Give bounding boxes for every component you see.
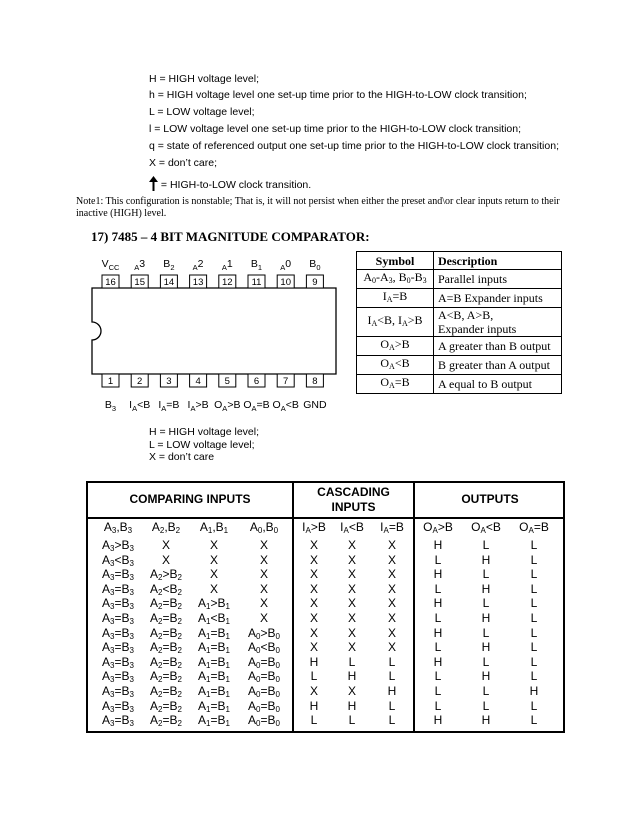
truth-cell: H — [433, 654, 443, 669]
truth-cell: X — [347, 581, 356, 596]
truth-cell: L — [530, 567, 538, 582]
truth-cell: L — [530, 698, 538, 713]
top-pin-label: $V_{CC}$ — [101, 258, 120, 272]
truth-cell: L — [348, 713, 356, 728]
truth-cell: L — [530, 581, 538, 596]
truth-cell: H — [433, 567, 443, 582]
truth-cell: $A_3=B_3$ — [102, 713, 134, 729]
symbol-row — [357, 289, 562, 308]
bottom-pin-label: $B_3$ — [104, 399, 117, 413]
truth-cell: L — [434, 698, 442, 713]
description-cell: A=B Expander inputs — [434, 289, 562, 308]
truth-cell: L — [530, 640, 538, 655]
truth-cell: H — [387, 684, 397, 698]
chip-body — [92, 288, 336, 374]
truth-cell: H — [481, 552, 491, 567]
truth-cell: L — [530, 669, 538, 684]
symbol-cell: $O_A=B$ — [357, 375, 434, 394]
truth-cell: $A_3=B_3$ — [102, 640, 134, 656]
truth-cell: H — [347, 669, 357, 684]
truth-cell: H — [433, 596, 443, 611]
legend-line: h = HIGH voltage level one set-up time prior to the HIGH-to-LOW clock transition; — [149, 89, 527, 101]
description-cell: A greater than B output — [434, 337, 562, 356]
truth-cell: H — [309, 698, 319, 713]
bottom-pin-label: $I_A>B$ — [187, 399, 209, 413]
description-cell: Parallel inputs — [434, 270, 562, 289]
truth-cell: X — [309, 625, 318, 640]
truth-cell: X — [309, 581, 318, 596]
truth-cell: $A_2=B_2$ — [150, 669, 182, 685]
truth-cell: X — [309, 640, 318, 655]
bottom-pin-label: $I_A<B$ — [129, 399, 151, 413]
truth-cell: X — [259, 596, 268, 611]
truth-cell: H — [481, 640, 491, 655]
bottom-pin-label: $O_A=B$ — [243, 399, 270, 413]
truth-cell: L — [434, 669, 442, 684]
bottom-pin-number: 4 — [195, 376, 201, 387]
truth-cell: X — [309, 567, 318, 582]
bottom-pin-number: 8 — [312, 376, 318, 387]
truth-cell: $A_3=B_3$ — [102, 684, 134, 699]
top-pin-label: $_A$2 — [192, 258, 204, 272]
truth-cell: L — [434, 640, 442, 655]
legend-line: l = LOW voltage level one set-up time prior to the HIGH-to-LOW clock transition; — [149, 123, 522, 135]
truth-cell: L — [388, 713, 396, 728]
top-pin-label: $B_2$ — [163, 258, 175, 272]
truth-cell: X — [209, 567, 218, 582]
truth-cell: H — [481, 669, 491, 684]
truth-cell: $A_2>B_2$ — [150, 567, 182, 583]
legend-line: L = LOW voltage level; — [149, 106, 255, 118]
bottom-pin-label: $O_A>B$ — [214, 399, 241, 413]
truth-cell: $A_2=B_2$ — [150, 596, 182, 612]
truth-cell: X — [209, 581, 218, 596]
description-cell: A equal to B output — [434, 375, 562, 394]
top-pin-number: 12 — [222, 277, 233, 288]
truth-cell: H — [481, 611, 491, 625]
truth-cell: $A_2=B_2$ — [150, 713, 182, 729]
truth-cell: X — [387, 640, 396, 655]
top-pin-number: 10 — [280, 277, 291, 288]
truth-cell: H — [309, 654, 319, 669]
column-header: $O_A<B$ — [471, 520, 501, 535]
truth-cell: H — [481, 581, 491, 596]
truth-cell: L — [530, 625, 538, 640]
bottom-pin-number: 7 — [283, 376, 289, 387]
truth-cell: $A_3>B_3$ — [102, 538, 134, 553]
truth-cell: $A_1=B_1$ — [198, 654, 230, 670]
truth-cell: X — [209, 552, 218, 567]
truth-cell: $A_0>B_0$ — [248, 625, 280, 641]
truth-cell: X — [161, 538, 170, 552]
top-pin-number: 13 — [192, 277, 204, 288]
group-header-outputs: OUTPUTS — [461, 492, 519, 506]
truth-cell: $A_3=B_3$ — [102, 581, 134, 597]
truth-cell: X — [347, 567, 356, 582]
truth-cell: X — [259, 611, 268, 625]
truth-cell: $A_1=B_1$ — [198, 669, 230, 685]
legend-bottom-line: L = LOW voltage level; — [149, 438, 255, 451]
column-header: $I_A>B$ — [302, 520, 326, 535]
truth-cell: L — [530, 713, 538, 728]
truth-cell: L — [530, 654, 538, 669]
legend-bottom-line: H = HIGH voltage level; — [149, 426, 260, 438]
top-pin-label: $B_1$ — [250, 258, 263, 272]
bottom-pin-number: 6 — [253, 376, 260, 387]
column-header: $A_1,B_1$ — [199, 520, 229, 535]
bottom-pin-number: 5 — [224, 376, 230, 387]
symbol-row — [357, 270, 562, 289]
truth-cell: $A_1>B_1$ — [198, 596, 230, 612]
truth-cell: L — [482, 596, 490, 611]
truth-cell: $A_0=B_0$ — [248, 684, 280, 699]
group-header-cascading: CASCADING INPUTS — [317, 485, 390, 514]
truth-cell: L — [434, 684, 442, 698]
bottom-pin-number: 2 — [137, 376, 143, 387]
truth-cell: L — [482, 698, 490, 713]
truth-cell: $A_0=B_0$ — [248, 713, 280, 729]
column-header: $O_A=B$ — [519, 520, 549, 535]
truth-cell: $A_1=B_1$ — [198, 698, 230, 714]
truth-cell: X — [347, 640, 356, 655]
symbol-cell: $I_A=B$ — [357, 289, 434, 308]
legend-line: X = don’t care; — [149, 157, 217, 169]
truth-cell: L — [434, 552, 442, 567]
top-pin-number: 11 — [251, 277, 262, 288]
truth-cell: X — [347, 538, 356, 552]
section-heading: 17) 7485 – 4 BIT MAGNITUDE COMPARATOR: — [91, 229, 370, 244]
bottom-pin-number: 3 — [166, 376, 172, 387]
truth-cell: $A_1=B_1$ — [198, 684, 230, 699]
symbol-cell: $A_0-A_3$, $B_0-B_3$ — [357, 270, 434, 289]
truth-cell: H — [433, 713, 443, 728]
truth-cell: X — [387, 625, 396, 640]
truth-cell: $A_2=B_2$ — [150, 625, 182, 641]
truth-cell: L — [530, 611, 538, 625]
truth-cell: X — [347, 596, 356, 611]
truth-cell: $A_3=B_3$ — [102, 698, 134, 714]
truth-cell: X — [161, 552, 170, 567]
truth-cell: X — [387, 567, 396, 582]
truth-cell: L — [388, 698, 396, 713]
column-header: $I_A<B$ — [340, 520, 364, 535]
truth-cell: L — [310, 713, 318, 728]
truth-cell: X — [347, 611, 356, 625]
truth-cell: $A_3=B_3$ — [102, 596, 134, 612]
truth-cell: L — [530, 552, 538, 567]
symbol-cell: $O_A>B$ — [357, 337, 434, 356]
top-pin-number: 16 — [105, 277, 116, 288]
truth-cell: L — [482, 538, 490, 552]
truth-cell: $A_2=B_2$ — [150, 654, 182, 670]
symbol-cell: $I_A<B$, $I_A>B$ — [357, 308, 434, 337]
truth-cell: X — [387, 538, 396, 552]
truth-cell: X — [309, 596, 318, 611]
truth-cell: L — [388, 669, 396, 684]
truth-cell: $A_2=B_2$ — [150, 611, 182, 626]
legend-bottom-line: X = don’t care — [149, 451, 215, 463]
truth-cell: $A_1<B_1$ — [198, 611, 230, 626]
truth-cell: L — [482, 567, 490, 582]
truth-cell: X — [309, 684, 318, 698]
description-cell: A<B, A>B, Expander inputs — [434, 308, 562, 337]
truth-cell: $A_2=B_2$ — [150, 684, 182, 699]
symbol-row — [357, 337, 562, 356]
truth-cell: L — [530, 596, 538, 611]
truth-cell: X — [259, 552, 268, 567]
symbol-row — [357, 308, 562, 337]
top-pin-number: 15 — [134, 277, 145, 288]
symbol-row — [357, 356, 562, 375]
truth-cell: L — [482, 625, 490, 640]
top-pin-label: $B_0$ — [309, 258, 321, 272]
truth-cell: $A_2<B_2$ — [150, 581, 182, 597]
truth-cell: L — [434, 611, 442, 625]
truth-cell: $A_3=B_3$ — [102, 669, 134, 685]
truth-cell: H — [481, 713, 491, 728]
truth-cell: X — [387, 552, 396, 567]
symbol-row — [357, 375, 562, 394]
truth-cell: X — [309, 552, 318, 567]
top-pin-label: $_A$0 — [280, 258, 292, 272]
column-header: $I_A=B$ — [380, 520, 404, 535]
truth-cell: X — [259, 567, 268, 582]
truth-cell: H — [433, 538, 443, 552]
truth-cell: X — [209, 538, 218, 552]
truth-cell: X — [347, 552, 356, 567]
bottom-pin-label: $O_A<B$ — [272, 399, 299, 413]
legend-line: H = HIGH voltage level; — [149, 73, 260, 85]
truth-cell: $A_1=B_1$ — [198, 713, 230, 729]
up-arrow-icon — [149, 179, 161, 191]
truth-cell: $A_1=B_1$ — [198, 625, 230, 641]
column-header: $A_3,B_3$ — [103, 520, 133, 535]
top-pin-number: 14 — [163, 277, 175, 288]
symbol-header: Symbol — [357, 252, 434, 270]
truth-cell: L — [434, 581, 442, 596]
truth-cell: X — [347, 684, 356, 698]
top-pin-number: 9 — [312, 277, 318, 288]
column-header: $O_A>B$ — [423, 520, 453, 535]
truth-cell: L — [348, 654, 356, 669]
bottom-pin-label: GND — [303, 399, 327, 411]
truth-cell: $A_3<B_3$ — [102, 552, 134, 568]
truth-cell: L — [530, 538, 538, 552]
truth-cell: L — [482, 684, 490, 698]
truth-cell: $A_3=B_3$ — [102, 625, 134, 641]
truth-cell: $A_1=B_1$ — [198, 640, 230, 656]
description-header: Description — [434, 252, 562, 270]
symbol-table — [356, 251, 562, 394]
truth-cell: $A_3=B_3$ — [102, 567, 134, 583]
symbol-cell: $O_A<B$ — [357, 356, 434, 375]
bottom-pin-label: $I_A=B$ — [158, 399, 180, 413]
truth-cell: $A_0=B_0$ — [248, 654, 280, 670]
legend-line: = HIGH-to-LOW clock transition. — [149, 176, 311, 191]
truth-cell: X — [387, 611, 396, 625]
column-header: $A_2,B_2$ — [151, 520, 181, 535]
group-header-comparing: COMPARING INPUTS — [129, 492, 251, 506]
truth-cell: L — [482, 654, 490, 669]
top-pin-label: $_A$1 — [221, 258, 233, 272]
column-header: $A_0,B_0$ — [249, 520, 279, 535]
truth-cell: $A_3=B_3$ — [102, 654, 134, 670]
truth-cell: H — [433, 625, 443, 640]
truth-cell: $A_0=B_0$ — [248, 698, 280, 714]
truth-cell: H — [529, 684, 539, 698]
truth-cell: X — [259, 538, 268, 552]
chip-pinout-diagram — [80, 252, 340, 414]
truth-cell: H — [347, 698, 357, 713]
top-pin-label: $_A$3 — [134, 258, 146, 272]
truth-cell: X — [387, 596, 396, 611]
note1: Note1: This configuration is nonstable; That is, it will not persist when either the preset and\or clear inputs return to their inactive (HIGH) level. — [76, 196, 560, 219]
truth-cell: L — [310, 669, 318, 684]
truth-cell: $A_3=B_3$ — [102, 611, 134, 626]
truth-cell: L — [388, 654, 396, 669]
truth-cell: X — [309, 538, 318, 552]
truth-cell: $A_0=B_0$ — [248, 669, 280, 685]
truth-cell: X — [259, 581, 268, 596]
truth-cell: $A_2=B_2$ — [150, 698, 182, 714]
truth-table — [86, 481, 565, 733]
truth-cell: X — [309, 611, 318, 625]
description-cell: B greater than A output — [434, 356, 562, 375]
legend-line: q = state of referenced output one set-up time prior to the HIGH-to-LOW clock transition; — [149, 140, 559, 152]
truth-cell: X — [347, 625, 356, 640]
truth-cell: X — [387, 581, 396, 596]
bottom-pin-number: 1 — [107, 376, 114, 387]
truth-cell: $A_0<B_0$ — [248, 640, 280, 656]
truth-cell: $A_2=B_2$ — [150, 640, 182, 656]
